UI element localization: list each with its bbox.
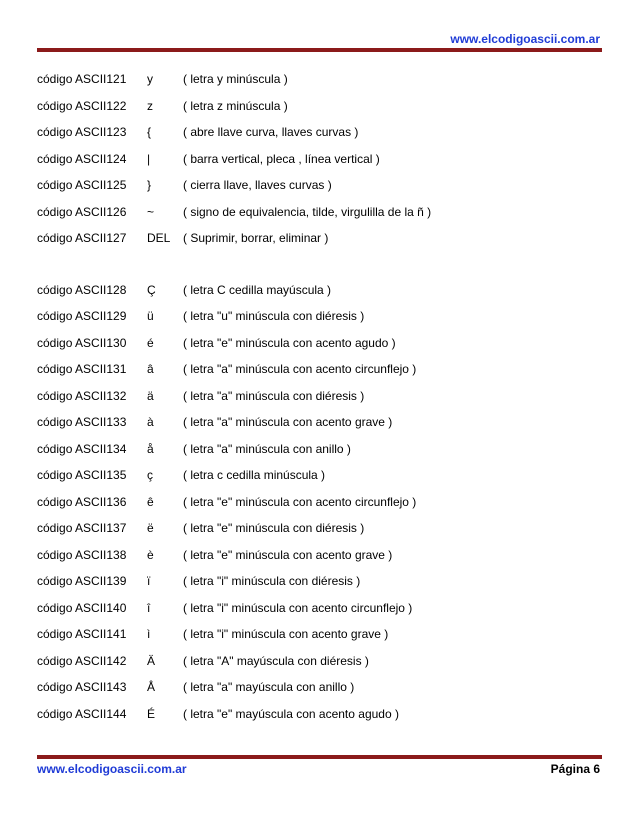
table-row (37, 303, 602, 330)
page-number: Página 6 (550, 762, 600, 776)
ascii-code-label: código ASCII136 (37, 494, 127, 509)
ascii-character: î (147, 600, 151, 615)
ascii-code-label: código ASCII142 (37, 653, 127, 668)
character-description: ( barra vertical, pleca , línea vertical ) (183, 151, 380, 166)
ascii-character: Ä (147, 653, 156, 668)
ascii-code-label: código ASCII129 (37, 309, 127, 324)
ascii-code-label: código ASCII138 (37, 547, 127, 562)
character-description: ( letra "i" minúscula con acento circunflejo ) (183, 600, 413, 615)
character-description: ( letra "a" minúscula con diéresis ) (183, 388, 365, 403)
ascii-code-label: código ASCII127 (37, 231, 127, 246)
character-description: ( letra "e" minúscula con acento agudo ) (183, 335, 396, 350)
table-row (37, 225, 602, 252)
character-description: ( letra c cedilla minúscula ) (183, 468, 326, 483)
character-description: ( Suprimir, borrar, eliminar ) (183, 231, 329, 246)
table-row (37, 330, 602, 357)
table-row (37, 199, 602, 226)
character-description: ( letra "e" minúscula con acento grave ) (183, 547, 393, 562)
table-row (37, 595, 602, 622)
ascii-code-label: código ASCII132 (37, 388, 127, 403)
footer-divider (37, 755, 602, 759)
row-group-2 (37, 277, 602, 728)
ascii-code-label: código ASCII128 (37, 282, 127, 297)
ascii-character: z (147, 98, 153, 113)
ascii-character: à (147, 415, 154, 430)
ascii-character: ë (147, 521, 154, 536)
character-description: ( letra "i" minúscula con diéresis ) (183, 574, 361, 589)
ascii-code-label: código ASCII121 (37, 72, 127, 87)
ascii-code-label: código ASCII133 (37, 415, 127, 430)
table-row (37, 462, 602, 489)
ascii-character: ä (147, 388, 154, 403)
ascii-code-list (37, 66, 602, 727)
character-description: ( letra "e" minúscula con acento circunflejo ) (183, 494, 417, 509)
table-row (37, 648, 602, 675)
character-description: ( letra "e" minúscula con diéresis ) (183, 521, 365, 536)
ascii-code-label: código ASCII131 (37, 362, 127, 377)
table-row (37, 93, 602, 120)
table-row (37, 436, 602, 463)
ascii-code-label: código ASCII135 (37, 468, 127, 483)
character-description: ( signo de equivalencia, tilde, virgulilla de la ñ ) (183, 204, 432, 219)
table-row (37, 172, 602, 199)
ascii-code-label: código ASCII124 (37, 151, 127, 166)
ascii-code-label: código ASCII141 (37, 627, 127, 642)
ascii-character: ü (147, 309, 154, 324)
table-row (37, 542, 602, 569)
ascii-character: ~ (147, 204, 155, 219)
ascii-character: è (147, 547, 154, 562)
character-description: ( letra "A" mayúscula con diéresis ) (183, 653, 369, 668)
character-description: ( letra "a" minúscula con acento grave ) (183, 415, 393, 430)
table-row (37, 146, 602, 173)
character-description: ( letra "i" minúscula con acento grave ) (183, 627, 389, 642)
header-divider (37, 48, 602, 52)
ascii-code-label: código ASCII130 (37, 335, 127, 350)
character-description: ( letra "a" mayúscula con anillo ) (183, 680, 355, 695)
ascii-code-label: código ASCII139 (37, 574, 127, 589)
character-description: ( letra "a" minúscula con acento circunflejo ) (183, 362, 417, 377)
ascii-character: Å (147, 680, 156, 695)
character-description: ( cierra llave, llaves curvas ) (183, 178, 332, 193)
table-row (37, 515, 602, 542)
table-row (37, 383, 602, 410)
ascii-character: ï (147, 574, 151, 589)
ascii-code-label: código ASCII134 (37, 441, 127, 456)
ascii-character: é (147, 335, 154, 350)
ascii-character: | (147, 151, 151, 166)
table-row (37, 66, 602, 93)
ascii-character: å (147, 441, 154, 456)
ascii-character: y (147, 72, 153, 87)
ascii-character: { (147, 125, 152, 140)
ascii-code-label: código ASCII140 (37, 600, 127, 615)
character-description: ( letra y minúscula ) (183, 72, 288, 87)
table-row (37, 119, 602, 146)
ascii-character: ê (147, 494, 154, 509)
character-description: ( letra z minúscula ) (183, 98, 288, 113)
table-row (37, 356, 602, 383)
character-description: ( letra "e" mayúscula con acento agudo ) (183, 706, 399, 721)
ascii-code-label: código ASCII125 (37, 178, 127, 193)
ascii-character: DEL (147, 231, 171, 246)
character-description: ( abre llave curva, llaves curvas ) (183, 125, 359, 140)
ascii-code-label: código ASCII137 (37, 521, 127, 536)
ascii-character: ç (147, 468, 153, 483)
ascii-code-label: código ASCII143 (37, 680, 127, 695)
ascii-character: Ç (147, 282, 156, 297)
ascii-character: ì (147, 627, 151, 642)
character-description: ( letra "u" minúscula con diéresis ) (183, 309, 365, 324)
table-row (37, 674, 602, 701)
table-row (37, 409, 602, 436)
header-site-link[interactable]: www.elcodigoascii.com.ar (450, 32, 600, 46)
footer-site-link[interactable]: www.elcodigoascii.com.ar (37, 762, 187, 776)
table-row (37, 621, 602, 648)
ascii-code-label: código ASCII123 (37, 125, 127, 140)
row-group-1 (37, 66, 602, 252)
character-description: ( letra C cedilla mayúscula ) (183, 282, 332, 297)
ascii-code-label: código ASCII126 (37, 204, 127, 219)
table-row (37, 489, 602, 516)
ascii-code-label: código ASCII144 (37, 706, 127, 721)
character-description: ( letra "a" minúscula con anillo ) (183, 441, 351, 456)
table-row (37, 701, 602, 728)
table-row (37, 277, 602, 304)
ascii-character: } (147, 178, 152, 193)
ascii-character: É (147, 706, 156, 721)
ascii-code-label: código ASCII122 (37, 98, 127, 113)
ascii-character: â (147, 362, 154, 377)
table-row (37, 568, 602, 595)
